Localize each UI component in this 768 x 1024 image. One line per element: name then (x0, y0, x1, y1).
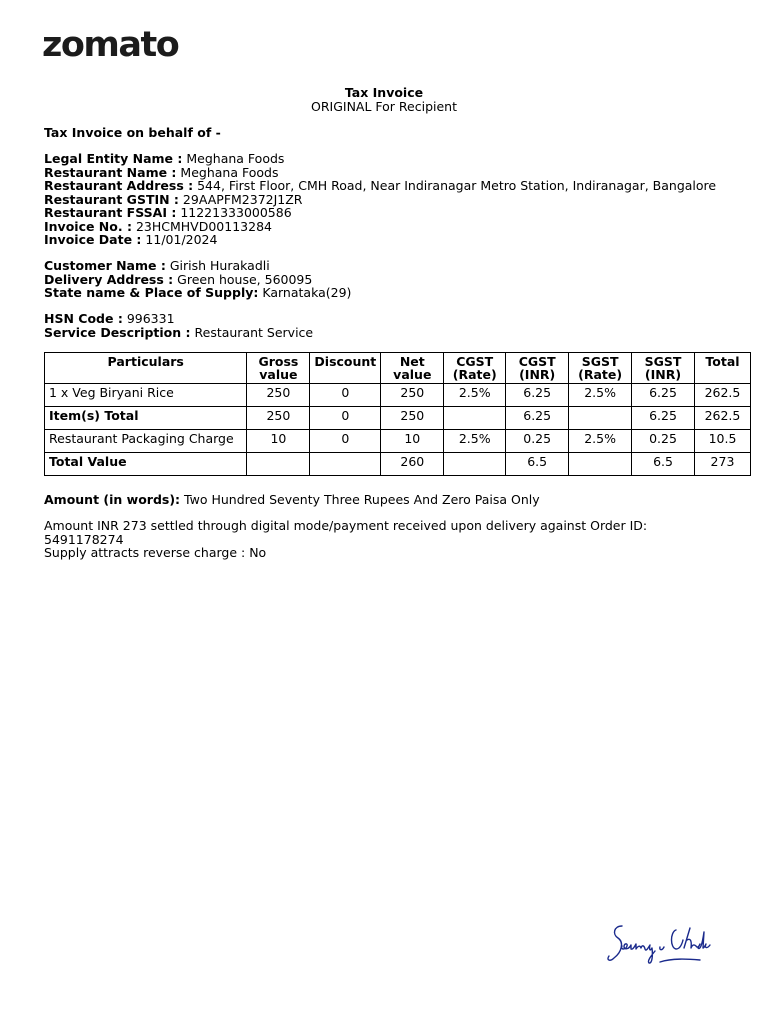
invoice-subtitle: ORIGINAL For Recipient (310, 99, 457, 114)
service-description-line (44, 326, 313, 340)
cell-cgst-inr: 6.25 (506, 407, 569, 430)
restaurant-details (44, 152, 716, 247)
cell-total: 262.5 (694, 407, 750, 430)
place-of-supply-label: State name & Place of Supply: (44, 285, 259, 300)
table-header-row (45, 353, 751, 384)
col-header-sgst-rate: SGST (Rate) (569, 353, 632, 384)
col-header-sgst-inr: SGST (INR) (632, 353, 695, 384)
col-header-cgst-rate: CGST (Rate) (444, 353, 506, 384)
restaurant-fssai-line (44, 206, 716, 220)
cell-sgst-inr: 0.25 (632, 430, 695, 453)
restaurant-address-line (44, 179, 716, 193)
hsn-code-line (44, 312, 313, 326)
service-description-value: Restaurant Service (194, 324, 314, 340)
reverse-charge-note: Supply attracts reverse charge : No (44, 545, 267, 560)
customer-name-label: Customer Name : (44, 258, 166, 273)
hsn-code-value: 996331 (126, 311, 175, 326)
settlement-line: Amount INR 273 settled through digital mode/payment received upon delivery against Order ID: (44, 518, 648, 533)
settlement-note (44, 519, 647, 560)
cell-cgst-rate (444, 453, 506, 476)
cell-particulars: Total Value (45, 453, 247, 476)
cell-sgst-rate (569, 453, 632, 476)
cell-sgst-rate: 2.5% (569, 384, 632, 407)
cell-total: 262.5 (694, 384, 750, 407)
cell-sgst-rate (569, 407, 632, 430)
cell-total: 273 (694, 453, 750, 476)
restaurant-gstin-value: 29AAPFM2372J1ZR (182, 191, 303, 207)
cell-gross-value: 250 (247, 384, 310, 407)
restaurant-name-label: Restaurant Name : (44, 164, 177, 180)
cell-particulars: 1 x Veg Biryani Rice (45, 384, 247, 407)
cell-sgst-inr: 6.25 (632, 407, 695, 430)
cell-net-value: 260 (381, 453, 444, 476)
amount-words-label: Amount (in words): (44, 492, 181, 507)
col-header-discount: Discount (310, 353, 381, 384)
invoice-date-line (44, 233, 716, 247)
restaurant-name-value: Meghana Foods (180, 164, 279, 180)
cell-gross-value (247, 453, 310, 476)
cell-cgst-inr: 0.25 (506, 430, 569, 453)
table-row (45, 453, 751, 476)
legal-entity-line (44, 152, 716, 166)
restaurant-address-label: Restaurant Address : (44, 178, 194, 193)
signature (600, 918, 720, 970)
restaurant-fssai-label: Restaurant FSSAI : (44, 205, 177, 220)
col-header-net-value: Net value (381, 353, 444, 384)
hsn-code-label: HSN Code : (44, 311, 123, 326)
delivery-address-value: Green house, 560095 (177, 271, 313, 287)
customer-name-line (44, 259, 351, 273)
legal-entity-label: Legal Entity Name : (44, 151, 183, 166)
cell-discount: 0 (310, 407, 381, 430)
cell-total: 10.5 (694, 430, 750, 453)
order-id: 5491178274 (44, 531, 124, 547)
restaurant-gstin-line (44, 193, 716, 207)
zomato-logo: zomato (42, 25, 179, 65)
cell-net-value: 250 (381, 384, 444, 407)
customer-name-value: Girish Hurakadli (169, 258, 270, 273)
place-of-supply-value: Karnataka(29) (262, 285, 352, 300)
place-of-supply-line (44, 286, 351, 300)
amount-words-value: Two Hundred Seventy Three Rupees And Zero Paisa Only (184, 492, 540, 507)
col-header-total: Total (694, 353, 750, 384)
delivery-address-line (44, 273, 351, 287)
table-row (45, 384, 751, 407)
cell-sgst-inr: 6.25 (632, 384, 695, 407)
col-header-gross-value: Gross value (247, 353, 310, 384)
amount-in-words (44, 493, 540, 507)
legal-entity-value: Meghana Foods (186, 151, 285, 166)
cell-cgst-inr: 6.25 (506, 384, 569, 407)
invoice-date-label: Invoice Date : (44, 232, 142, 247)
cell-cgst-rate: 2.5% (444, 384, 506, 407)
cell-gross-value: 10 (247, 430, 310, 453)
restaurant-gstin-label: Restaurant GSTIN : (44, 191, 179, 207)
cell-net-value: 250 (381, 407, 444, 430)
cell-gross-value: 250 (247, 407, 310, 430)
cell-cgst-rate (444, 407, 506, 430)
invoice-title: Tax Invoice (344, 85, 424, 100)
cell-sgst-inr: 6.5 (632, 453, 695, 476)
cell-discount (310, 453, 381, 476)
cell-discount: 0 (310, 384, 381, 407)
col-header-cgst-inr: CGST (INR) (506, 353, 569, 384)
invoice-date-value: 11/01/2024 (145, 232, 218, 247)
service-details (44, 312, 313, 339)
cell-sgst-rate: 2.5% (569, 430, 632, 453)
cell-cgst-inr: 6.5 (506, 453, 569, 476)
delivery-address-label: Delivery Address : (44, 271, 174, 287)
cell-cgst-rate: 2.5% (444, 430, 506, 453)
behalf-label: Tax Invoice on behalf of - (44, 125, 221, 140)
invoice-no-label: Invoice No. : (44, 218, 132, 234)
table-row (45, 407, 751, 430)
service-description-label: Service Description : (44, 324, 191, 340)
invoice-no-line (44, 220, 716, 234)
col-header-particulars: Particulars (45, 353, 247, 384)
cell-particulars: Item(s) Total (45, 407, 247, 430)
cell-net-value: 10 (381, 430, 444, 453)
restaurant-address-value: 544, First Floor, CMH Road, Near Indiranagar Metro Station, Indiranagar, Bangalore (197, 178, 717, 193)
cell-particulars: Restaurant Packaging Charge (45, 430, 247, 453)
customer-details (44, 259, 351, 300)
table-row (45, 430, 751, 453)
invoice-no-value: 23HCMHVD00113284 (135, 218, 272, 234)
invoice-table (44, 352, 751, 476)
restaurant-fssai-value: 11221333000586 (180, 205, 292, 220)
invoice-heading (0, 86, 768, 114)
cell-discount: 0 (310, 430, 381, 453)
restaurant-name-line (44, 166, 716, 180)
